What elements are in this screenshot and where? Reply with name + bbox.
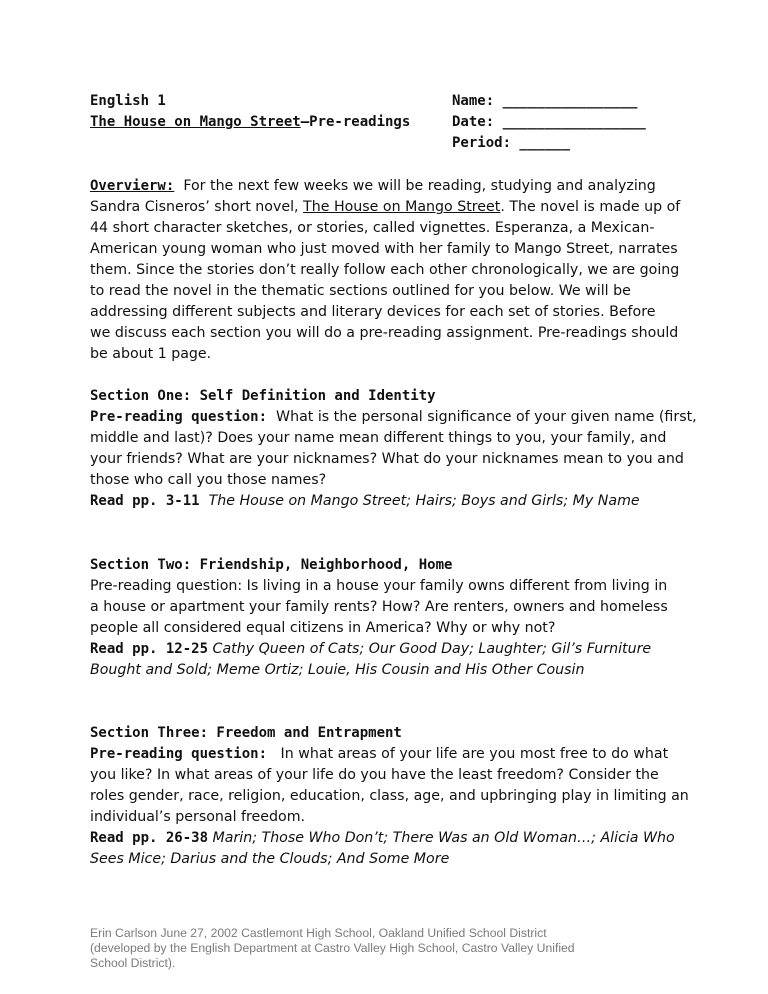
section-two-heading: Section Two: Friendship, Neighborhood, Home [90, 557, 453, 573]
question-text: those who call you those names? [90, 472, 327, 488]
read-label: Read pp. 3-11 [90, 493, 200, 509]
read-titles: Bought and Sold; Meme Ortiz; Louie, His Cousin and His Other Cousin [90, 662, 585, 678]
section-one-reading [90, 491, 640, 512]
overview-line [90, 197, 680, 218]
course-name: English 1 [90, 93, 166, 109]
question-label: Pre-reading question: [90, 746, 268, 762]
name-field: Name: ________________ [452, 93, 638, 109]
read-titles: Sees Mice; Darius and the Clouds; And Some More [90, 851, 450, 867]
overview-line [90, 176, 656, 197]
question-text: your friends? What are your nicknames? What do your nicknames mean to you and [90, 451, 684, 467]
question-text: Pre-reading question: Is living in a house your family owns different from living in [90, 578, 668, 594]
question-text: In what areas of your life are you most free to do what [280, 746, 669, 762]
overview-label: Overvierw: [90, 178, 175, 194]
question-text: middle and last)? Does your name mean different things to you, your family, and [90, 430, 667, 446]
read-titles: Cathy Queen of Cats; Our Good Day; Laughter; Gil’s Furniture [212, 641, 652, 657]
question-text: you like? In what areas of your life do you have the least freedom? Consider the [90, 767, 659, 783]
read-label: Read pp. 26-38 [90, 830, 209, 846]
read-titles: Marin; Those Who Don’t; There Was an Old Woman…; Alicia Who [212, 830, 675, 846]
overview-line: American young woman who just moved with her family to Mango Street, narrates [90, 241, 678, 257]
question-text: a house or apartment your family rents? How? Are renters, owners and homeless [90, 599, 668, 615]
section-three-reading [90, 828, 675, 849]
overview-line: 44 short character sketches, or stories, called vignettes. Esperanza, a Mexican- [90, 220, 655, 236]
footer-line: (developed by the English Department at Castro Valley High School, Castro Valley Unified [90, 941, 575, 955]
footer-line: Erin Carlson June 27, 2002 Castlemont High School, Oakland Unified School District [90, 926, 547, 940]
question-text: individual’s personal freedom. [90, 809, 306, 825]
section-one-heading: Section One: Self Definition and Identity [90, 388, 436, 404]
section-one-question [90, 407, 697, 428]
overview-line: we discuss each section you will do a pre-reading assignment. Pre-readings should [90, 325, 679, 341]
book-title: The House on Mango Street [90, 114, 301, 130]
overview-line: be about 1 page. [90, 346, 212, 362]
overview-text: For the next few weeks we will be reading, studying and analyzing [183, 178, 656, 194]
date-field: Date: _________________ [452, 114, 646, 130]
read-label: Read pp. 12-25 [90, 641, 209, 657]
overview-line: them. Since the stories don’t really follow each other chronologically, we are going [90, 262, 680, 278]
read-titles: The House on Mango Street; Hairs; Boys and Girls; My Name [208, 493, 640, 509]
question-text: What is the personal significance of your given name (first, [276, 409, 697, 425]
overview-text: . The novel is made up of [500, 199, 681, 215]
period-field: Period: ______ [452, 135, 571, 151]
document-title [90, 112, 410, 133]
overview-line: addressing different subjects and literary devices for each set of stories. Before [90, 304, 656, 320]
novel-title: The House on Mango Street [303, 199, 501, 215]
overview-text: Sandra Cisneros’ short novel, [90, 199, 304, 215]
section-two-reading [90, 639, 651, 660]
question-label: Pre-reading question: [90, 409, 268, 425]
question-text: people all considered equal citizens in America? Why or why not? [90, 620, 556, 636]
footer-line: School District). [90, 956, 176, 970]
section-three-question [90, 744, 668, 765]
section-three-heading: Section Three: Freedom and Entrapment [90, 725, 402, 741]
title-suffix: —Pre-readings [300, 114, 411, 130]
question-text: roles gender, race, religion, education, class, age, and upbringing play in limiting an [90, 788, 689, 804]
overview-line: to read the novel in the thematic sections outlined for you below. We will be [90, 283, 631, 299]
